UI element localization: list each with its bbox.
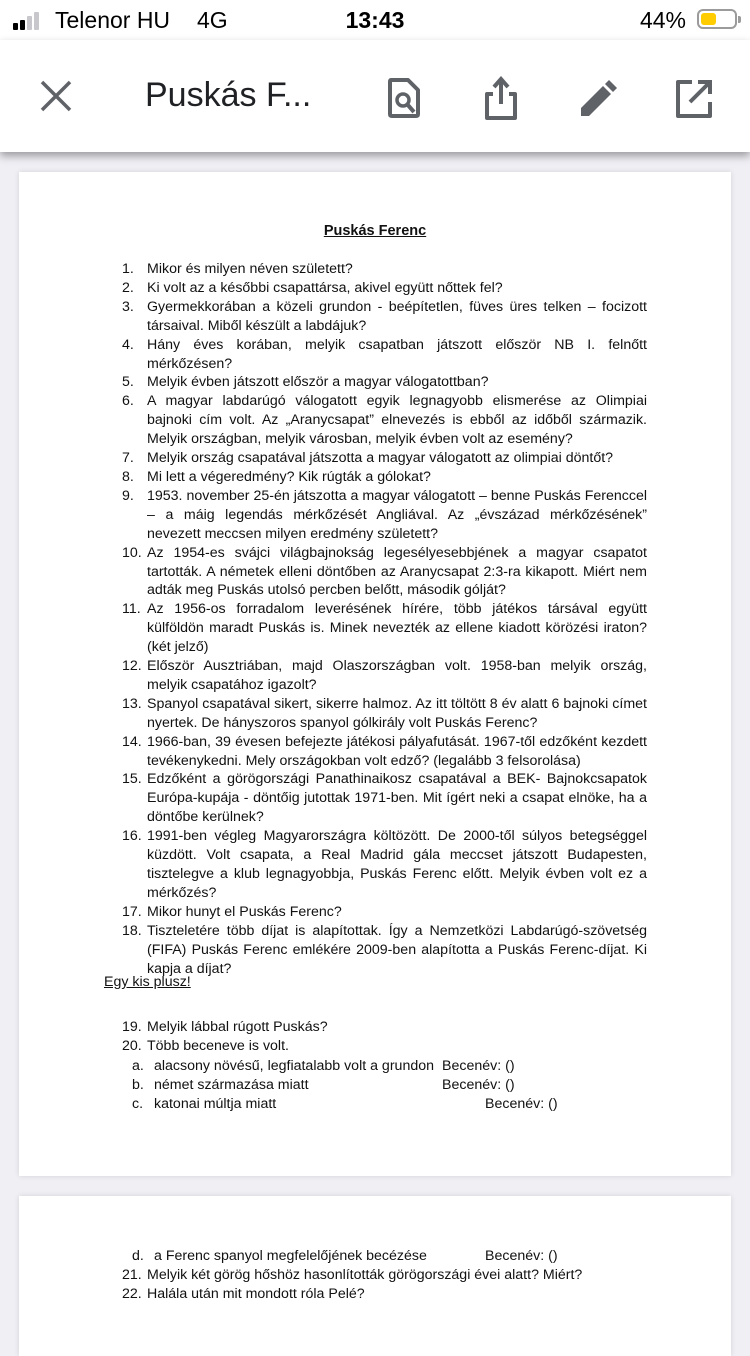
question-item: 1. Mikor és milyen néven született? — [122, 261, 353, 277]
nickname-label: Becenév: () — [485, 1096, 558, 1112]
question-item: 10. Az 1954-es svájci világbajnokság legesélyesebbjének a magyar csapatot tartották. A németek elleni döntőben az Aranycsapat 2:3-ra kikapott. Miért nem adták meg Puskás utolsó percben belőtt, második gólját? — [122, 544, 647, 599]
question-item: 14. 1966-ban, 39 évesen befejezte játékosi pályafutását. 1967-től edzőként kezdett tevékenykedni. Mely országokban volt edző? (legalább 3 felsorolása) — [122, 733, 647, 769]
document-page-1 — [19, 172, 731, 1176]
nickname-item-d: d. a Ferenc spanyol megfelelőjének becézése — [132, 1248, 427, 1264]
clock: 13:43 — [345, 7, 405, 33]
question-item: 11. Az 1956-os forradalom leverésének hírére, több játékos társával együtt külföldön maradt Puskás is. Minek nevezték az ellene kiadott körözési iraton? (két jelző) — [122, 601, 647, 656]
page2-question-list — [122, 1266, 647, 1304]
carrier-name: Telenor HU — [55, 7, 171, 33]
question-item: 12. Először Ausztriában, majd Olaszországban volt. 1958-ban melyik ország, melyik csapatához igazolt? — [122, 658, 647, 693]
status-bar — [0, 0, 750, 40]
battery-icon — [697, 9, 737, 29]
nickname-item-c: c. katonai múltja miatt — [132, 1096, 277, 1112]
extra-section-heading: Egy kis plusz! — [104, 974, 191, 990]
network-type: 4G — [197, 7, 228, 33]
question-item: 6. A magyar labdarúgó válogatott egyik legnagyobb elismerése az Olimpiai bajnoki cím volt. Az „Aranycsapat” elnevezés is ebből az időből származik. Melyik országban, melyik városban, melyik évben volt az esemény? — [122, 393, 647, 448]
pencil-icon[interactable] — [577, 76, 617, 120]
nickname-label: Becenév: () — [485, 1248, 558, 1264]
question-item: 13. Spanyol csapatával sikert, sikerre halmoz. Az itt töltött 8 év alatt 6 bajnoki címet nyertek. De hányszoros spanyol gólkirály volt Puskás Ferenc? — [122, 695, 647, 731]
extra-question-list — [122, 1018, 647, 1056]
nickname-item-a: a. alacsony növésű, legfiatalabb volt a grundon — [132, 1058, 435, 1074]
question-item: 4. Hány éves korában, melyik csapatban játszott először NB I. felnőtt mérkőzésen? — [122, 336, 647, 372]
question-item: 9. 1953. november 25-én játszotta a magyar válogatott – benne Puskás Ferenccel – a máig legendás mérkőzését Angliával. Az „évszázad mérkőzésének” nevezett meccsen milyen eredmény született? — [122, 487, 648, 542]
document-search-icon[interactable] — [386, 76, 426, 120]
question-item: 15. Edzőként a görögországi Panathinaikosz csapatával a BEK- Bajnokcsapatok Európa-kupája - döntőig jutottak 1971-ben. Mit ígért neki a csapat elnöke, ha a döntőbe kerülnek? — [122, 771, 647, 826]
question-list — [122, 260, 648, 978]
battery-percent: 44% — [639, 7, 686, 33]
close-icon[interactable] — [38, 78, 74, 114]
nickname-item-b: b. német származása miatt — [132, 1077, 309, 1093]
question-item: 17. Mikor hunyt el Puskás Ferenc? — [122, 903, 342, 920]
question-item: 20. Több beceneve is volt. — [122, 1037, 289, 1054]
question-item: 22. Halála után mit mondott róla Pelé? — [122, 1285, 365, 1302]
nickname-label: Becenév: () — [442, 1077, 515, 1093]
open-external-icon[interactable] — [674, 76, 714, 120]
question-item: 19. Melyik lábbal rúgott Puskás? — [122, 1019, 328, 1035]
battery-level — [701, 13, 716, 25]
document-toolbar — [0, 40, 750, 152]
question-item: 16. 1991-ben végleg Magyarországra költözött. De 2000-től súlyos betegséggel küzdött. Volt csapata, a Real Madrid gála meccset játszott Budapesten, tisztelegve a klub legnagyobbja, Puskás Ferenc előtt. Melyik évben volt ez a mérkőzés? — [122, 828, 647, 901]
question-item: 3. Gyermekkorában a közeli grundon - beépítetlen, füves üres telken – focizott társaival. Miből készült a labdájuk? — [122, 298, 647, 334]
question-item: 2. Ki volt az a későbbi csapattársa, akivel együtt nőttek fel? — [122, 279, 503, 296]
question-item: 5. Melyik évben játszott először a magyar válogatottban? — [122, 374, 489, 391]
question-item: 21. Melyik két görög hőshöz hasonlították görögországi évei alatt? Miért? — [122, 1267, 583, 1283]
question-item: 18. Tiszteletére több díjat is alapítottak. Így a Nemzetközi Labdarúgó-szövetség (FIFA) Puskás Ferenc emlékére 2009-ben alapította a Puskás Ferenc-díjat. Ki kapja a díjat? — [122, 922, 647, 977]
nickname-label: Becenév: () — [442, 1058, 515, 1074]
share-icon[interactable] — [481, 76, 521, 120]
document-heading: Puskás Ferenc — [323, 223, 427, 239]
document-title: Puskás F... — [145, 76, 312, 114]
document-page-2 — [19, 1196, 731, 1356]
question-item: 8. Mi lett a végeredmény? Kik rúgták a gólokat? — [122, 468, 431, 485]
question-item: 7. Melyik ország csapatával játszotta a magyar válogatott az olimpiai döntőt? — [122, 450, 614, 467]
